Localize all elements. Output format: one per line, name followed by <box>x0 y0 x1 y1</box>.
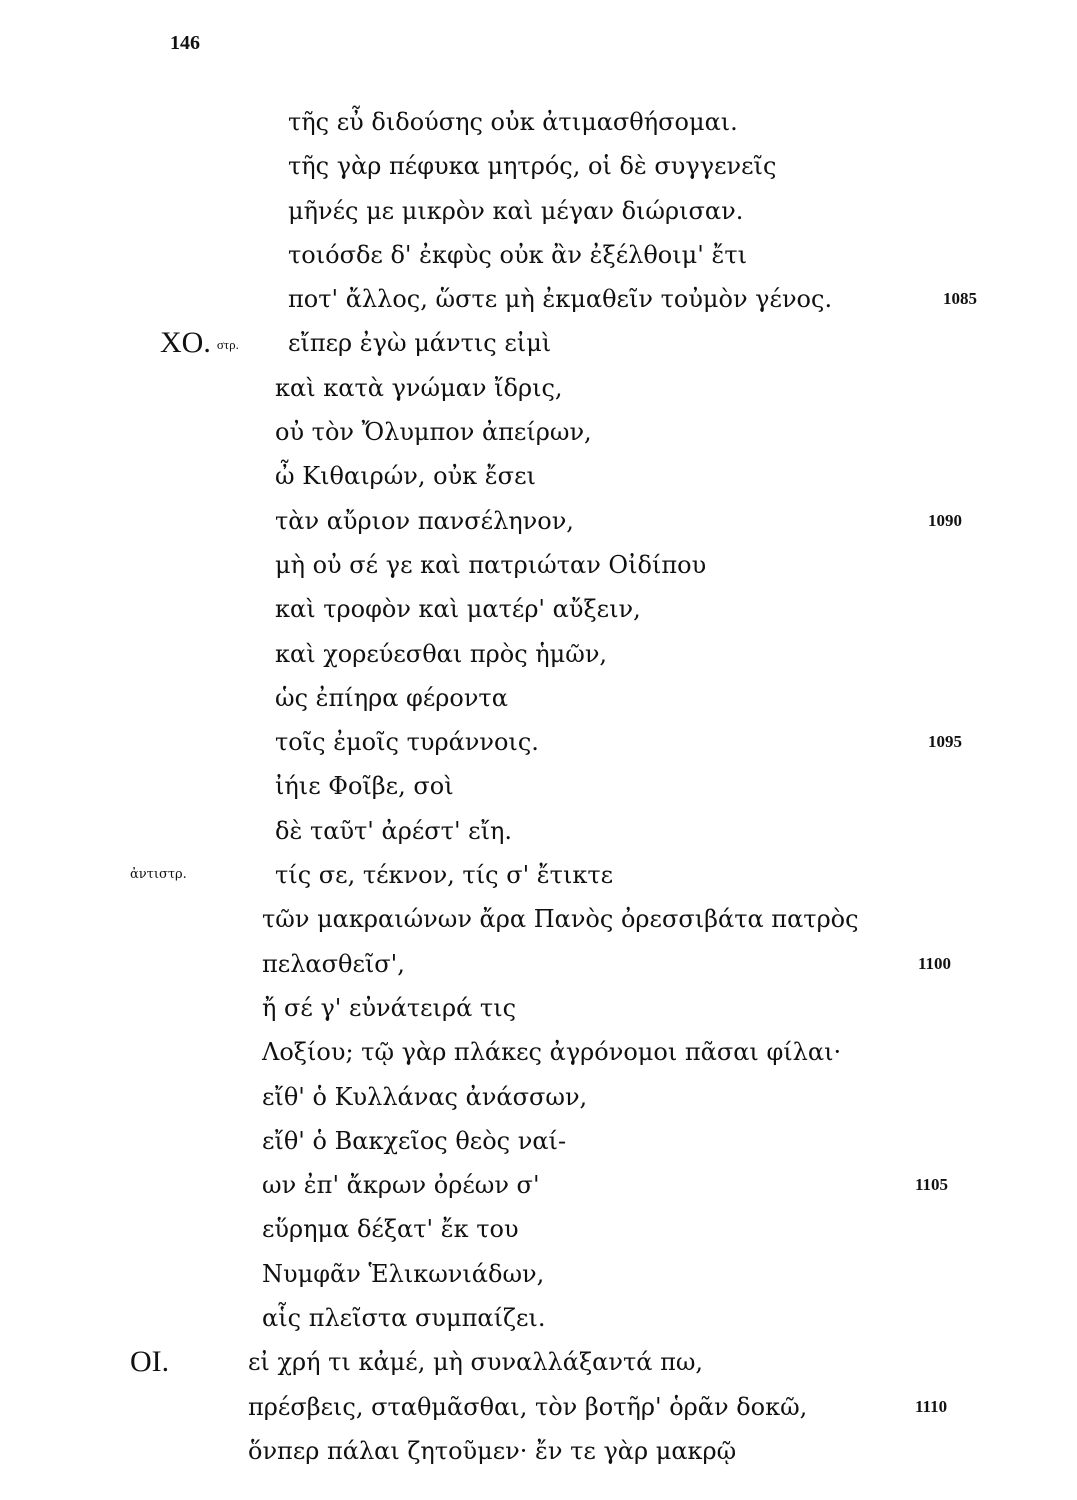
verse-line <box>0 897 1077 941</box>
verse-line <box>0 1119 1077 1163</box>
verse-text: εἴθ' ὁ Βακχεῖος θεὸς ναί- <box>262 1126 567 1155</box>
speaker-label: ΟΙ. <box>130 1345 170 1379</box>
verse-text: ὦ Κιθαιρών, οὐκ ἔσει <box>275 462 536 491</box>
page-number: 146 <box>170 32 200 54</box>
verse-line <box>0 543 1077 587</box>
verse-line <box>0 410 1077 454</box>
verse-text: τῶν μακραιώνων ἄρα Πανὸς ὀρεσσιβάτα πατρὸς <box>262 905 859 934</box>
verse-text: τῆς γὰρ πέφυκα μητρός, οἱ δὲ συγγενεῖς <box>288 152 777 181</box>
verse-text: τοιόσδε δ' ἐκφὺς οὐκ ἂν ἐξέλθοιμ' ἔτι <box>288 240 748 269</box>
verse-text: αἷς πλεῖστα συμπαίζει. <box>262 1304 546 1333</box>
verse-text: εὕρημα δέξατ' ἔκ του <box>262 1215 519 1244</box>
verse-line <box>0 632 1077 676</box>
verse-text: τῆς εὖ διδούσης οὐκ ἀτιμασθήσομαι. <box>288 108 738 136</box>
verse-text: πελασθεῖσ', <box>262 949 405 978</box>
verse-line <box>0 1340 1077 1384</box>
verse-text: εἰ χρή τι κἀμέ, μὴ συναλλάξαντά πω, <box>248 1348 704 1377</box>
verse-text: μῆνές με μικρὸν καὶ μέγαν διώρισαν. <box>288 196 744 225</box>
verse-line <box>0 1030 1077 1074</box>
verse-text: καὶ χορεύεσθαι πρὸς ἡμῶν, <box>275 639 608 668</box>
line-number: 1085 <box>943 289 977 309</box>
verse-text: τοῖς ἐμοῖς τυράννοις. <box>275 728 539 757</box>
verse-line <box>0 189 1077 233</box>
line-number: 1110 <box>915 1396 948 1416</box>
line-number: 1100 <box>918 953 952 973</box>
verse-text: εἴθ' ὁ Κυλλάνας ἀνάσσων, <box>262 1082 588 1111</box>
verse-text: ὅνπερ πάλαι ζητοῦμεν· ἔν τε γὰρ μακρῷ <box>248 1436 737 1465</box>
verse-text-block <box>0 100 1077 1473</box>
verse-text: ἰήιε Φοῖβε, σοὶ <box>275 772 454 801</box>
verse-line <box>0 499 1077 543</box>
verse-text: καὶ κατὰ γνώμαν ἴδρις, <box>275 373 563 402</box>
line-number: 1095 <box>928 732 962 752</box>
verse-line <box>0 1429 1077 1473</box>
verse-line <box>0 676 1077 720</box>
verse-line <box>0 454 1077 498</box>
verse-line <box>0 942 1077 986</box>
verse-line <box>0 321 1077 365</box>
verse-line <box>0 1075 1077 1119</box>
verse-line <box>0 1252 1077 1296</box>
verse-line <box>0 587 1077 631</box>
verse-text: ων ἐπ' ἄκρων ὀρέων σ' <box>262 1171 540 1200</box>
verse-text: πρέσβεις, σταθμᾶσθαι, τὸν βοτῆρ' ὁρᾶν δοκῶ, <box>248 1392 808 1421</box>
verse-text: Νυμφᾶν Ἑλικωνιάδων, <box>262 1259 545 1288</box>
verse-text: εἴπερ ἐγὼ μάντις εἰμὶ <box>288 329 552 358</box>
verse-text: Λοξίου; τῷ γὰρ πλάκες ἀγρόνομοι πᾶσαι φίλαι· <box>262 1038 842 1067</box>
verse-line <box>0 1296 1077 1340</box>
verse-line <box>0 1163 1077 1207</box>
verse-text: οὐ τὸν Ὄλυμπον ἀπείρων, <box>275 418 592 447</box>
verse-text: ποτ' ἄλλος, ὥστε μὴ ἐκμαθεῖν τοὐμὸν γένος. <box>288 285 833 314</box>
verse-text: ἤ σέ γ' εὐνάτειρά τις <box>262 993 517 1022</box>
line-number: 1105 <box>915 1175 949 1195</box>
verse-line <box>0 1207 1077 1251</box>
verse-line <box>0 720 1077 764</box>
verse-line <box>0 233 1077 277</box>
verse-line <box>0 100 1077 144</box>
verse-line <box>0 809 1077 853</box>
verse-line <box>0 277 1077 321</box>
speaker-label: ΧΟ. στρ. <box>160 326 239 360</box>
verse-text: ὡς ἐπίηρα φέροντα <box>275 683 508 712</box>
verse-line <box>0 853 1077 897</box>
verse-text: καὶ τροφὸν καὶ ματέρ' αὔξειν, <box>275 595 641 624</box>
verse-line <box>0 986 1077 1030</box>
verse-text: τὰν αὔριον πανσέληνον, <box>275 506 574 535</box>
verse-text: μὴ οὐ σέ γε καὶ πατριώταν Οἰδίπου <box>275 550 707 579</box>
line-number: 1090 <box>928 510 962 530</box>
antistrophe-mark: ἀντιστρ. <box>130 867 187 883</box>
verse-text: τίς σε, τέκνον, τίς σ' ἔτικτε <box>275 861 614 890</box>
strophe-mark: στρ. <box>216 337 239 353</box>
verse-line <box>0 1385 1077 1429</box>
verse-line <box>0 764 1077 808</box>
verse-line <box>0 366 1077 410</box>
verse-line <box>0 144 1077 188</box>
verse-text: δὲ ταῦτ' ἀρέστ' εἴη. <box>275 816 513 845</box>
